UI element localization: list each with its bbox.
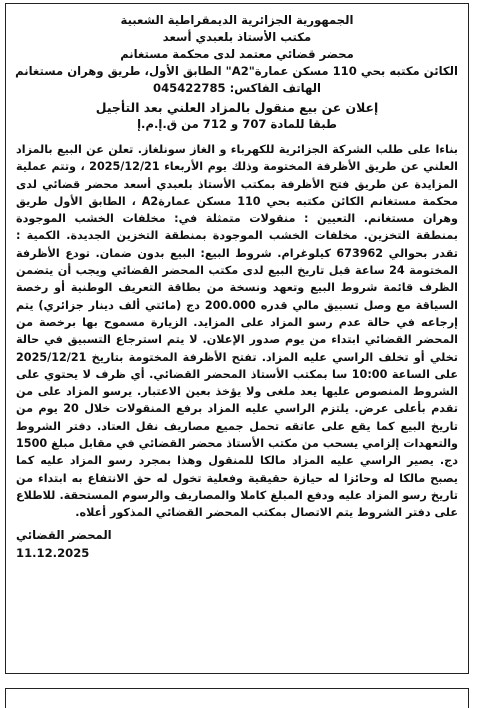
signature-title: المحضر القضائي — [16, 527, 112, 542]
phone-fax: الهاتف الفاكس: 045422785 — [153, 81, 321, 95]
notice-title: إعلان عن بيع منقول بالمزاد العلني بعد التأجيل — [95, 100, 379, 115]
notice-header — [16, 12, 458, 133]
next-notice-frame — [5, 688, 469, 708]
notice-body — [16, 141, 458, 522]
office-name: مكتب الأستاذ بلعبدي أسعد — [162, 30, 312, 44]
legal-reference: طبقا للمادة 707 و 712 من ق.إ.م.إ — [137, 117, 337, 131]
notice-paragraph: بناءا على طلب الشركة الجزائرية للكهرباء و الغاز سونلغاز. تعلن عن البيع بالمزاد العلني عن طريق الأظرفة المختومة وذلك يوم الأربعاء 2025/12/21 ، وتتم عملية المزايدة عن طريق فتح الأظرفة بمكتب الأستاذ بلعبدي أسعد محضر قضائي لدى محكمة مستغانم الكائن مكتبه بحي 110 مسكن عمارةA2 ، الطابق الأول طريق وهران مستغانم. التعيين : منقولات متمثلة في: مخلفات الخشب الموجودة بمنطقة التخزين. مخلفات الخشب الموجودة بمنطقة التخزين الجديدة. الكمية : تقدر بحوالي 673962 كيلوغرام. شروط البيع: البيع بدون ضمان. تودع الأظرفة المختومة 24 ساعة قبل تاريخ البيع لدى مكتب المحضر القضائي ويجب أن يتضمن الظرف قائمة شروط البيع وتعهد ونسخة من بطاقة التعريف الوطنية أو رخصة السياقة مع وصل تسبيق مالي قدره 200.000 دج (مائتي ألف دينار جزائري) يتم إرجاعه في حالة عدم رسو المزاد على المزايد. الزيارة مسموح بها برخصة من المحضر القضائي ابتداء من يوم صدور الإعلان. لا يتم استرجاع التسبيق في حالة تخلي أو تخلف الراسي عليه المزاد. تفتح الأظرفة المختومة بتاريخ 2025/12/21 على الساعة 10:00 سا بمكتب الأستاذ المحضر القضائي. أي ظرف لا يحتوي على الشروط المنصوص عليها يعد ملغى ولا يؤخذ بعين الاعتبار. يرسو المزاد على من تقدم بأعلى عرض. يلتزم الراسي عليه المزاد برفع المنقولات خلال 20 يوم من تاريخ البيع كما يقع على عاتقه تحمل جميع مصاريف نقل العتاد. دفتر الشروط والتعهدات إلزامي يسحب من مكتب الأستاذ محضر القضائي في مقابل مبلغ 1500 دج. يصير الراسي عليه المزاد مالكا للمنقول وهذا بمجرد رسو المزاد عليه كما يصبح مالكا له وحائزا له حيازة حقيقية وفعلية تخول له حق الانتفاع به ابتداء من تاريخ رسو المزاد عليه ودفع المبلغ كاملا والمصاريف والرسوم المستحقة. للاطلاع على دفتر الشروط يتم الاتصال بمكتب المحضر القضائي المذكور أعلاه. — [16, 143, 459, 520]
republic-name: الجمهورية الجزائرية الديمقراطية الشعبية — [120, 13, 354, 27]
signature-block — [16, 526, 458, 562]
bailiff-title: محضر قضائي معتمد لدى محكمة مستغانم — [120, 47, 354, 61]
office-address: الكائن مكتبه بحي 110 مسكن عمارة"A2" الطابق الأول، طريق وهران مستغانم — [15, 64, 458, 78]
notice-frame — [5, 3, 469, 674]
signature-date: 11.12.2025 — [16, 545, 90, 560]
